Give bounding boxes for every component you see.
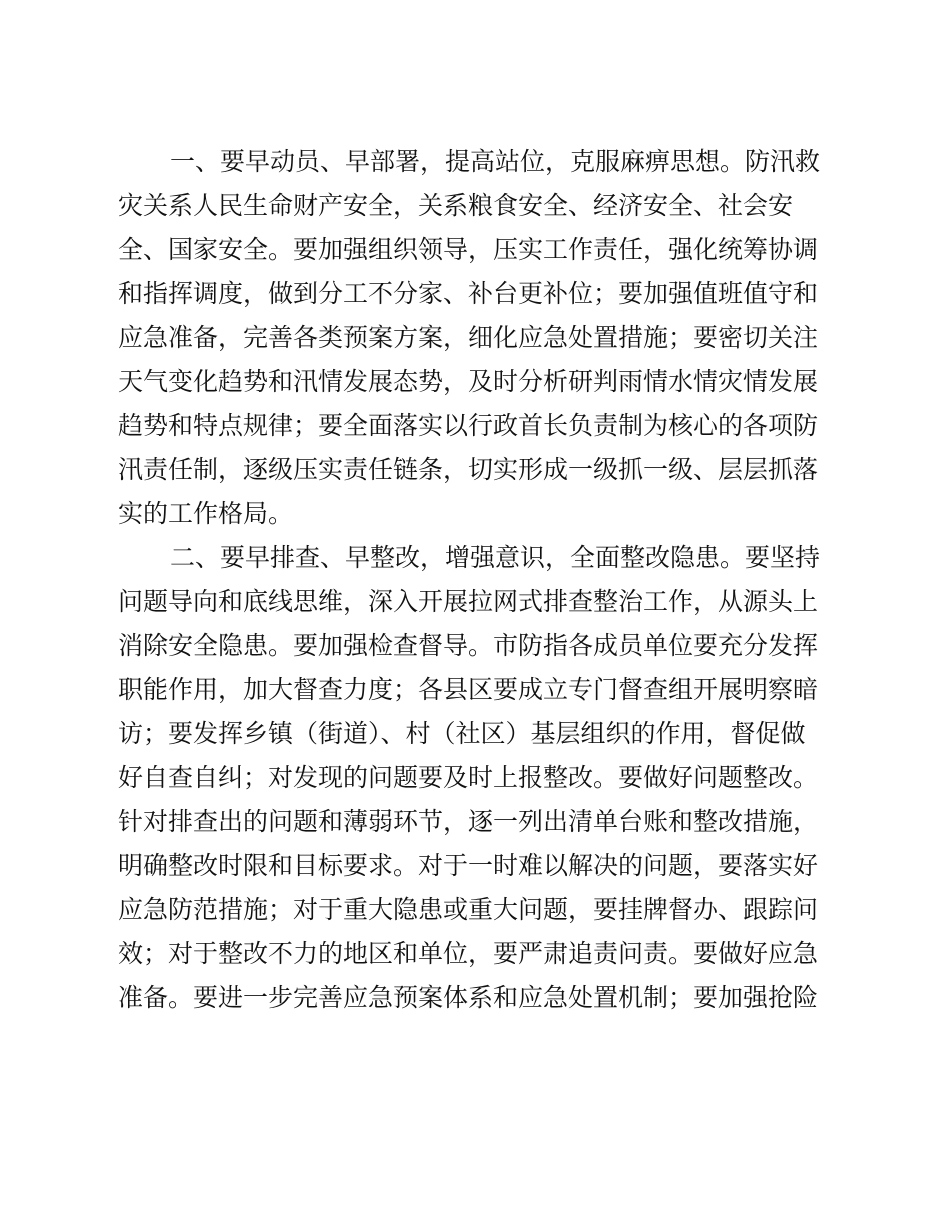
paragraph-1-line-2: 灾关系人民生命财产安全，关系粮食安全、经济安全、社会安	[118, 191, 794, 220]
paragraph-2-line-11: 准备。要进一步完善应急预案体系和应急处置机制；要加强抢险	[118, 983, 819, 1012]
paragraph-2-line-4: 职能作用，加大督查力度；各县区要成立专门督查组开展明察暗	[118, 675, 819, 704]
paragraph-2-line-6: 好自查自纠；对发现的问题要及时上报整改。要做好问题整改。	[118, 763, 819, 792]
paragraph-2-line-1: 二、要早排查、早整改，增强意识，全面整改隐患。要坚持	[170, 543, 821, 572]
paragraph-1-line-5: 应急准备，完善各类预案方案，细化应急处置措施；要密切关注	[118, 323, 819, 352]
paragraph-1-line-8: 汛责任制，逐级压实责任链条，切实形成一级抓一级、层层抓落	[118, 455, 819, 484]
paragraph-2-line-7: 针对排查出的问题和薄弱环节，逐一列出清单台账和整改措施，	[118, 807, 819, 836]
paragraph-1-line-6: 天气变化趋势和汛情发展态势，及时分析研判雨情水情灾情发展	[118, 367, 819, 396]
paragraph-2-line-2: 问题导向和底线思维，深入开展拉网式排查整治工作，从源头上	[118, 587, 819, 616]
paragraph-2-line-5: 访；要发挥乡镇（街道）、村（社区）基层组织的作用，督促做	[118, 719, 806, 748]
paragraph-2-line-9: 应急防范措施；对于重大隐患或重大问题，要挂牌督办、跟踪问	[118, 895, 819, 924]
paragraph-1-line-4: 和指挥调度，做到分工不分家、补台更补位；要加强值班值守和	[118, 279, 819, 308]
paragraph-1-line-7: 趋势和特点规律；要全面落实以行政首长负责制为核心的各项防	[118, 411, 819, 440]
paragraph-2-line-3: 消除安全隐患。要加强检查督导。市防指各成员单位要充分发挥	[118, 631, 819, 660]
paragraph-1-line-9: 实的工作格局。	[118, 499, 294, 528]
paragraph-1-line-1: 一、要早动员、早部署，提高站位，克服麻痹思想。防汛救	[170, 147, 821, 176]
document-body	[118, 140, 822, 1020]
paragraph-2-line-8: 明确整改时限和目标要求。对于一时难以解决的问题，要落实好	[118, 851, 819, 880]
paragraph-2-line-10: 效；对于整改不力的地区和单位，要严肃追责问责。要做好应急	[118, 939, 819, 968]
paragraph-1-line-3: 全、国家安全。要加强组织领导，压实工作责任，强化统筹协调	[118, 235, 819, 264]
